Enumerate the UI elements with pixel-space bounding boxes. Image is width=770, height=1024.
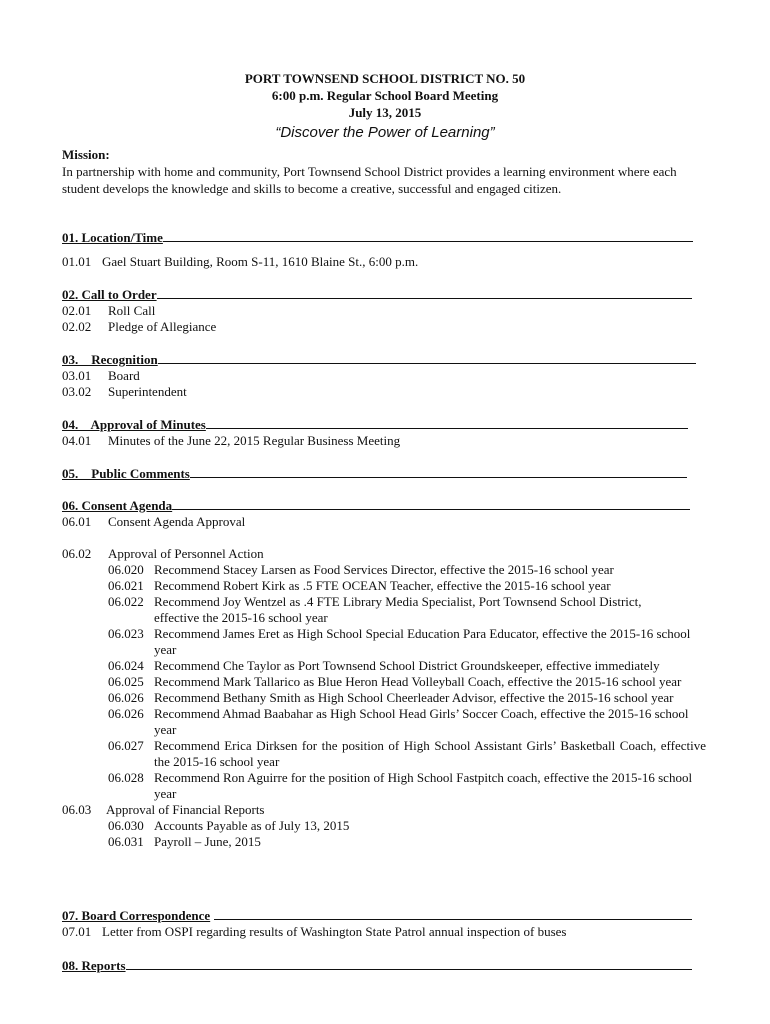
section-reports (62, 956, 706, 974)
list-item: 04.01 Minutes of the June 22, 2015 Regular Business Meeting (62, 433, 401, 448)
section-recognition (62, 350, 706, 400)
list-item: 06.01 Consent Agenda Approval (62, 514, 246, 529)
mission-block (62, 147, 712, 197)
section-title: 04. Approval of Minutes (62, 415, 702, 433)
section-title: 07. Board Correspondence (62, 906, 702, 924)
meeting-time: 6:00 p.m. Regular School Board Meeting (271, 88, 499, 103)
financial-item: 06.031 Payroll – June, 2015 (108, 834, 261, 849)
list-item: 03.02 Superintendent (62, 384, 187, 399)
district-name: PORT TOWNSEND SCHOOL DISTRICT NO. 50 (244, 71, 526, 86)
district-motto: “Discover the Power of Learning” (275, 124, 495, 141)
personnel-item: 06.026 Recommend Bethany Smith as High School Cheerleader Advisor, effective the 2015-16 school year (108, 690, 674, 705)
mission-label: Mission: (62, 147, 110, 162)
section-approval-of-minutes (62, 415, 706, 449)
list-item: 06.03 Approval of Financial Reports (62, 802, 265, 817)
section-consent-agenda (62, 496, 706, 850)
personnel-item: 06.027 Recommend Erica Dirksen for the position of High School Assistant Girls’ Basketball Coach, effective the 2015-16 school year (108, 738, 706, 769)
personnel-item: 06.020 Recommend Stacey Larsen as Food Services Director, effective the 2015-16 school year (108, 562, 614, 577)
mission-text: In partnership with home and community, Port Townsend School District provides a learning environment where each student develops the knowledge and skills to become a creative, successful and engaged citizen. (62, 164, 677, 196)
section-title: 06. Consent Agenda (62, 496, 702, 514)
section-public-comments (62, 464, 706, 482)
section-board-correspondence (62, 906, 706, 940)
list-item: 01.01 Gael Stuart Building, Room S-11, 1610 Blaine St., 6:00 p.m. (62, 254, 419, 269)
section-title: 08. Reports (62, 956, 702, 974)
section-call-to-order (62, 285, 706, 335)
list-item: 02.01 Roll Call (62, 303, 156, 318)
financial-item: 06.030 Accounts Payable as of July 13, 2015 (108, 818, 350, 833)
personnel-item: 06.026 Recommend Ahmad Baabahar as High School Head Girls’ Soccer Coach, effective the 2015-16 school year (108, 706, 689, 737)
personnel-item: 06.028 Recommend Ron Aguirre for the position of High School Fastpitch coach, effective the 2015-16 school year (108, 770, 693, 801)
section-location-time (62, 228, 706, 270)
section-title: 05. Public Comments (62, 464, 702, 482)
personnel-item: 06.023 Recommend James Eret as High School Special Education Para Educator, effective the 2015-16 school year (108, 626, 691, 657)
personnel-item: 06.021 Recommend Robert Kirk as .5 FTE OCEAN Teacher, effective the 2015-16 school year (108, 578, 611, 593)
section-title: 03. Recognition (62, 350, 702, 368)
section-title: 02. Call to Order (62, 285, 702, 303)
list-item: 06.02 Approval of Personnel Action (62, 546, 264, 561)
agenda-header (0, 70, 770, 121)
meeting-date: July 13, 2015 (348, 105, 422, 120)
section-title: 01. Location/Time (62, 228, 702, 246)
list-item: 03.01 Board (62, 368, 140, 383)
list-item: 07.01 Letter from OSPI regarding results of Washington State Patrol annual inspection of buses (62, 924, 567, 939)
personnel-item: 06.022 Recommend Joy Wentzel as .4 FTE Library Media Specialist, Port Townsend School District, effective the 2015-16 school year (108, 594, 642, 625)
personnel-item: 06.024 Recommend Che Taylor as Port Townsend School District Groundskeeper, effective immediately (108, 658, 660, 673)
personnel-item: 06.025 Recommend Mark Tallarico as Blue Heron Head Volleyball Coach, effective the 2015-16 school year (108, 674, 682, 689)
list-item: 02.02 Pledge of Allegiance (62, 319, 217, 334)
